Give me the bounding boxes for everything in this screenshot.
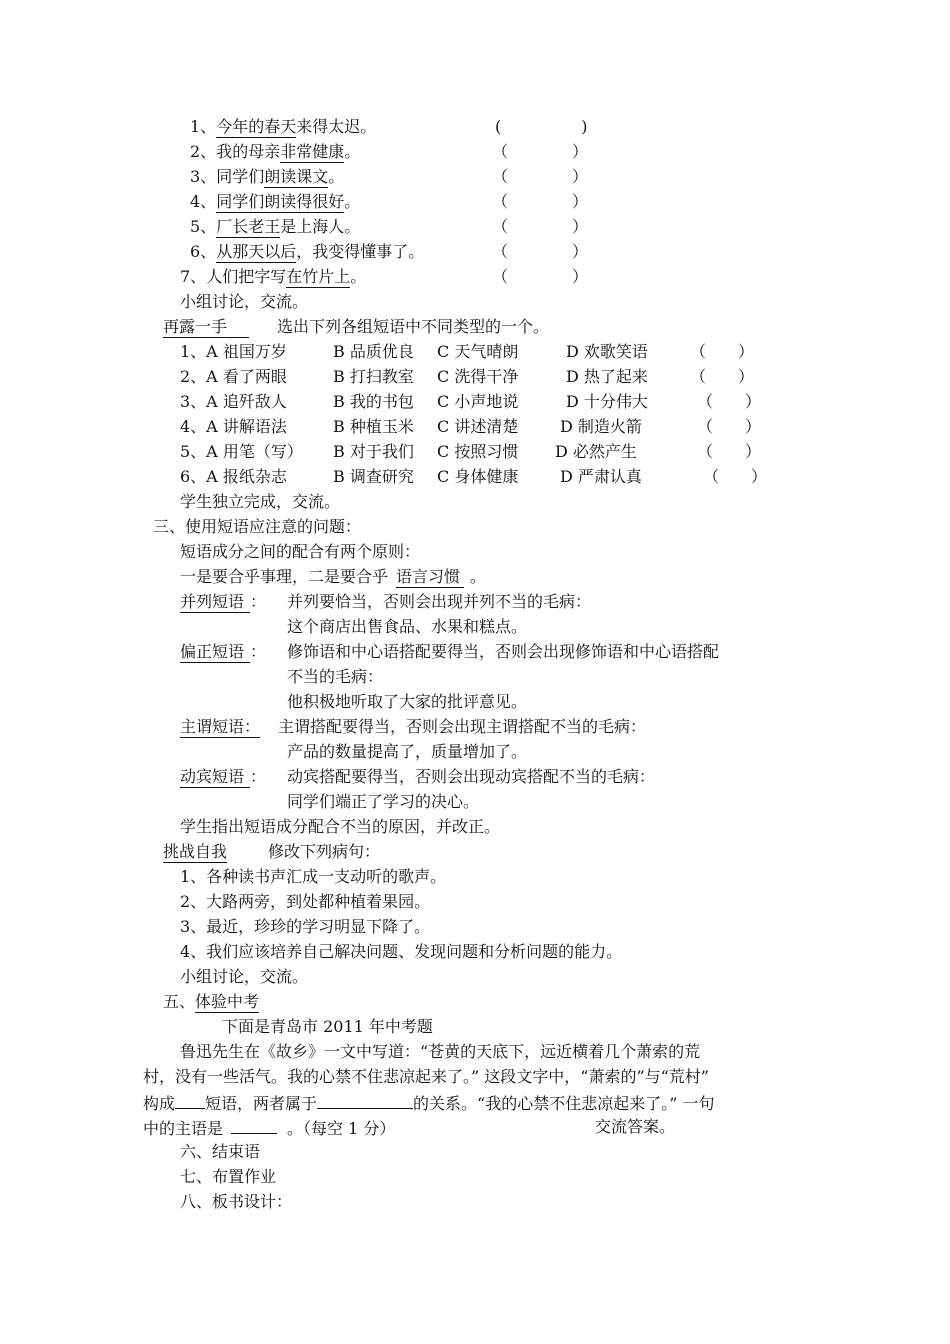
dong-rule: 动宾搭配要得当，否则会出现动宾搭配不当的毛病： [287,767,656,786]
exam-paragraph-line: 村，没有一些活气。我的心禁不住悲凉起来了。” 这段文字中，“萧索的”与“荒村” [143,1067,709,1086]
answer-paren: （ ） [492,167,589,186]
option-a: 4、A 讲解语法 [180,417,287,436]
option-c: C 讲述清楚 [437,417,519,436]
option-a: 6、A 报纸杂志 [180,467,287,486]
dong-example: 同学们端正了学习的决心。 [287,792,480,811]
section-heading: 六、结束语 [180,1142,261,1161]
challenge-item: 3、最近，珍珍的学习明显下降了。 [180,917,431,936]
pian-label: 偏正短语 ： [180,642,267,661]
answer-blank[interactable] [317,1092,413,1109]
option-b: B 种植玉米 [333,417,414,436]
zhu-example: 产品的数量提高了，质量增加了。 [287,742,528,761]
option-a: 2、A 看了两眼 [180,367,287,386]
zailu-heading: 再露一手 [163,317,249,337]
pian-example: 他积极地听取了大家的批评意见。 [287,692,528,711]
answer-paren: ( ) [495,117,588,136]
challenge-item: 1、各种读书声汇成一支动听的歌声。 [180,867,447,886]
exam-intro: 下面是青岛市 2011 年中考题 [222,1017,433,1036]
section-heading: 七、布置作业 [180,1167,277,1186]
pian-rule: 修饰语和中心语搭配要得当，否则会出现修饰语和中心语搭配 [287,642,720,661]
student-correct-note: 学生指出短语成分配合不当的原因，并改正。 [180,817,501,836]
answer-paren: （ ） [697,442,762,461]
option-a: 1、A 祖国万岁 [180,342,287,361]
answer-paren: （ ） [492,192,589,211]
answer-paren: （ ） [492,242,589,261]
exam-paragraph-line: 中的主语是 。（每空 1 分） [143,1119,396,1138]
sentence-item: 6、从那天以后，我变得懂事了。 [190,242,425,261]
answer-paren: （ ） [492,142,589,161]
zhu-label: 主谓短语： [180,717,261,736]
option-c: C 天气晴朗 [437,342,519,361]
sentence-item: 4、同学们朗读得很好。 [190,192,361,211]
section-heading: 八、板书设计： [180,1192,293,1211]
option-a: 3、A 追歼敌人 [180,392,287,411]
option-d: D 欢歌笑语 [566,342,648,361]
answer-paren: （ ） [492,217,589,236]
answer-paren: （ ） [690,367,755,386]
option-c: C 洗得干净 [437,367,519,386]
option-c: C 按照习惯 [437,442,519,461]
option-b: B 打扫教室 [333,367,414,386]
answer-blank[interactable] [175,1092,205,1109]
sentence-item: 2、我的母亲非常健康。 [190,142,361,161]
answer-paren: （ ） [690,342,755,361]
zailu-instruction: 选出下列各组短语中不同类型的一个。 [277,317,550,336]
answer-paren: （ ） [703,467,768,486]
option-d: D 严肃认真 [560,467,642,486]
option-d: D 十分伟大 [566,392,648,411]
zhu-rule: 主谓搭配要得当，否则会出现主谓搭配不当的毛病： [278,717,647,736]
sentence-item: 3、同学们朗读课文。 [190,167,345,186]
section-heading: 三、使用短语应注意的问题： [153,517,362,536]
challenge-heading: 挑战自我 [163,842,228,861]
option-d: D 必然产生 [555,442,637,461]
option-a: 5、A 用笔（写） [180,442,303,461]
bing-example: 这个商店出售食品、水果和糕点。 [287,617,528,636]
dong-label: 动宾短语 ： [180,767,267,786]
challenge-instruction: 修改下列病句： [268,842,381,861]
bing-rule: 并列要恰当，否则会出现并列不当的毛病： [287,592,592,611]
option-d: D 制造火箭 [560,417,642,436]
option-c: C 身体健康 [437,467,519,486]
option-b: B 品质优良 [333,342,414,361]
answer-paren: （ ） [492,267,589,286]
bing-label: 并列短语 ： [180,592,267,611]
independent-note: 学生独立完成，交流。 [180,492,341,511]
exchange-answers-note: 交流答案。 [595,1117,676,1136]
option-b: B 调查研究 [333,467,414,486]
section-heading: 五、体验中考 [163,992,260,1011]
discussion-note: 小组讨论，交流。 [180,967,309,986]
answer-paren: （ ） [697,417,762,436]
challenge-item: 4、我们应该培养自己解决问题、发现问题和分析问题的能力。 [180,942,623,961]
sentence-item: 7、人们把字写在竹片上。 [180,267,367,286]
challenge-item: 2、大路两旁，到处都种植着果园。 [180,892,431,911]
sentence-item: 5、厂长老王是上海人。 [190,217,361,236]
sentence-item: 1、今年的春天来得太迟。 [190,117,377,136]
option-d: D 热了起来 [566,367,648,386]
principle-intro: 短语成分之间的配合有两个原则： [180,542,421,561]
option-c: C 小声地说 [437,392,519,411]
answer-paren: （ ） [697,392,762,411]
option-b: B 我的书包 [333,392,414,411]
exam-paragraph-line: 鲁迅先生在《故乡》一文中写道：“苍黄的天底下，远近横着几个萧索的荒 [180,1042,701,1061]
option-b: B 对于我们 [333,442,414,461]
answer-blank[interactable] [231,1117,277,1134]
principle-line: 一是要合乎事理，二是要合乎 语言习惯 。 [180,567,487,586]
exam-paragraph-line: 构成 短语，两者属于 的关系。“我的心禁不住悲凉起来了。” 一句 [143,1094,715,1113]
pian-rule-cont: 不当的毛病： [287,667,384,686]
discussion-note: 小组讨论，交流。 [180,292,309,311]
